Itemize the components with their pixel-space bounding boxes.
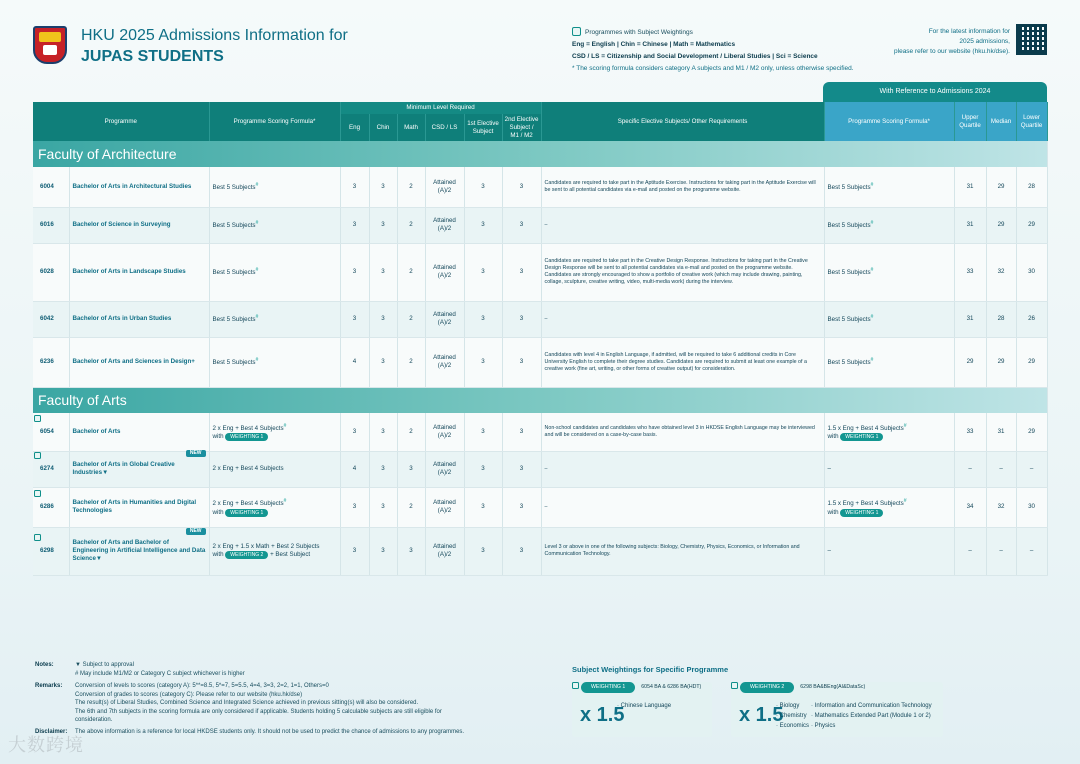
notes-section: [35, 661, 465, 737]
programme-code-cell: [33, 451, 69, 487]
weighting-2-multiplier: x 1.5: [739, 704, 784, 726]
programme-name: Bachelor of Science in Surveying: [72, 221, 171, 228]
weighting-subject: · Mathematics Extended Part (Module 1 or 2): [811, 713, 931, 719]
specific-requirements: Level 3 or above in one of the following subjects: Biology, Chemistry, Physics, Economics, or Information and Communication Technology.: [541, 527, 824, 575]
programme-name-cell: [69, 527, 209, 575]
col-upper-quartile: Upper Quartile: [954, 102, 986, 141]
latest-info-1: For the latest information for: [928, 28, 1010, 35]
formula-mark: #: [255, 182, 259, 189]
subject-weightings-title: Subject Weightings for Specific Programme: [572, 665, 729, 674]
notes-label: Notes:: [35, 662, 54, 668]
specific-requirements: Candidates are required to take part in the Creative Design Response. Instructions for taking part in the Creative Design Response will be sent to all potential candidates via e-mail and posted on the programme website. Candidates are strongly encouraged to show a portfolio of creative work (which may include drawing, painting, collage, sculpture, creative writing, video, multi-media work) during the interview.: [541, 243, 824, 301]
col-math: Math: [397, 114, 425, 141]
weighting-chip: WEIGHTING 1: [840, 433, 883, 441]
programme-code-cell: [33, 207, 69, 243]
programme-name-cell: [69, 487, 209, 527]
programme-code-cell: [33, 527, 69, 575]
median: 32: [986, 243, 1016, 301]
watermark: 大数跨境: [8, 735, 84, 755]
ref-formula: –: [827, 547, 831, 554]
ref-formula: –: [827, 465, 831, 472]
scoring-formula-cell: [209, 413, 340, 451]
weighting-chip: WEIGHTING 2: [225, 551, 268, 559]
col-csd: CSD / LS: [425, 114, 464, 141]
weighting-icon: [34, 490, 41, 497]
ref-formula-mark: #: [903, 498, 907, 505]
weighting-icon: [34, 415, 41, 422]
title-line-1: HKU 2025 Admissions Information for: [81, 27, 348, 44]
title-line-2: JUPAS STUDENTS: [81, 48, 224, 65]
upper-quartile: 31: [954, 167, 986, 207]
col-elective-2: 2nd Elective Subject / M1 / M2: [502, 114, 541, 141]
ref-formula: Best 5 Subjects: [827, 316, 871, 324]
csd-level: Attained (A)/2: [425, 487, 464, 527]
csd-level: Attained (A)/2: [425, 527, 464, 575]
specific-requirements: Candidates are required to take part in the Aptitude Exercise. Instructions for taking part in the Aptitude Exercise will be sent to all potential candidates via e-mail and posted on the programme website.: [541, 167, 824, 207]
weighting-2-progs: 6298 BA&BEng(AI&DataSc): [800, 684, 866, 690]
latest-info-3[interactable]: please refer to our website (hku.hk/dse).: [894, 48, 1010, 55]
scoring-formula-cell: [209, 207, 340, 243]
table-row[interactable]: [33, 301, 1047, 337]
programme-code-cell: [33, 337, 69, 387]
ref-formula-cell: [824, 301, 954, 337]
math-level: 2: [397, 487, 425, 527]
ref-formula: Best 5 Subjects: [827, 269, 871, 277]
col-programme: Programme: [33, 102, 209, 141]
scoring-formula: Best 5 Subjects: [212, 359, 256, 367]
eng-level: 3: [340, 301, 369, 337]
elective-1-level: 3: [464, 167, 502, 207]
programme-code: 6042: [40, 315, 54, 322]
programme-name: Bachelor of Arts in Architectural Studies: [72, 182, 192, 190]
weighting-subject: · Information and Communication Technology: [811, 703, 932, 709]
programme-name-cell: [69, 243, 209, 301]
legend-weight: Programmes with Subject Weightings: [585, 29, 693, 36]
weighting-2-pill: WEIGHTING 2: [740, 682, 794, 693]
elective-1-level: 3: [464, 413, 502, 451]
median: 29: [986, 167, 1016, 207]
programme-name: Bachelor of Arts in Urban Studies: [72, 315, 172, 322]
elective-1-level: 3: [464, 337, 502, 387]
csd-level: Attained (A)/2: [425, 301, 464, 337]
scoring-formula-cell: [209, 487, 340, 527]
scoring-formula: Best 5 Subjects: [212, 316, 256, 324]
elective-2-level: 3: [502, 243, 541, 301]
min-level-header: Minimum Level Required: [340, 102, 541, 114]
formula-mark: #: [255, 357, 259, 364]
ref-formula-cell: [824, 337, 954, 387]
chin-level: 3: [369, 337, 397, 387]
ref-formula-cell: [824, 207, 954, 243]
page-title: [81, 25, 348, 67]
math-level: 3: [397, 527, 425, 575]
programme-code: 6028: [40, 268, 54, 275]
admissions-table: [33, 102, 1048, 576]
programme-code-cell: [33, 167, 69, 207]
weighting-icon: [34, 534, 41, 541]
specific-requirements: –: [541, 207, 824, 243]
disclaimer-label: Disclaimer:: [35, 728, 68, 735]
elective-2-level: 3: [502, 413, 541, 451]
upper-quartile: 34: [954, 487, 986, 527]
weighting-icon: [572, 682, 579, 689]
table-row[interactable]: [33, 243, 1047, 301]
scoring-formula-cell: [209, 301, 340, 337]
programme-code: 6016: [40, 221, 54, 228]
weighting-icon: [34, 452, 41, 459]
table-row[interactable]: [33, 451, 1047, 487]
ref-formula-mark: #: [870, 220, 874, 227]
elective-2-level: 3: [502, 451, 541, 487]
specific-requirements: –: [541, 487, 824, 527]
faculty-name: Faculty of Architecture: [33, 141, 1047, 167]
table-row[interactable]: [33, 487, 1047, 527]
math-level: 2: [397, 301, 425, 337]
latest-info-2: 2025 admissions,: [959, 38, 1010, 45]
programme-code-cell: [33, 413, 69, 451]
elective-2-level: 3: [502, 167, 541, 207]
ref-formula-cell: [824, 167, 954, 207]
col-chin: Chin: [369, 114, 397, 141]
median: –: [986, 527, 1016, 575]
ref-formula: 1.5 x Eng + Best 4 Subjects: [827, 500, 904, 508]
ref-formula-cell: [824, 413, 954, 451]
math-level: 2: [397, 167, 425, 207]
ref-formula-mark: #: [903, 423, 907, 430]
scoring-formula-cell: [209, 527, 340, 575]
scoring-formula: Best 5 Subjects: [212, 184, 256, 192]
median: 29: [986, 207, 1016, 243]
specific-requirements: Candidates with level 4 in English Language, if admitted, will be required to take 6 additional credits in Core University English to complete their degree studies. Candidates are required to submit at least one example of a creative work (fine art, writing, or other forms of creative output) for consideration.: [541, 337, 824, 387]
table-row[interactable]: [33, 527, 1047, 575]
col-eng: Eng: [340, 114, 369, 141]
approval-mark: ▼: [95, 555, 103, 562]
weighting-chip: WEIGHTING 1: [840, 509, 883, 517]
eng-level: 3: [340, 207, 369, 243]
elective-2-level: 3: [502, 337, 541, 387]
scoring-formula-cell: [209, 167, 340, 207]
specific-requirements: Non-school candidates and candidates who have obtained level 3 in HKDSE English Language may be interviewed and will be considered on a case-by-case basis.: [541, 413, 824, 451]
scoring-formula: 2 x Eng + Best 4 Subjects: [212, 500, 284, 508]
upper-quartile: 33: [954, 243, 986, 301]
lower-quartile: 29: [1016, 207, 1047, 243]
weighting-1-box: [572, 682, 712, 737]
ref-formula: Best 5 Subjects: [827, 184, 871, 192]
formula-mark: #: [255, 267, 259, 274]
math-level: 2: [397, 243, 425, 301]
faculty-name: Faculty of Arts: [33, 387, 1047, 413]
ref-formula-mark: #: [870, 314, 874, 321]
ref-formula-cell: [824, 451, 954, 487]
ref-formula-with: with: [827, 433, 839, 441]
math-level: 3: [397, 451, 425, 487]
math-level: 2: [397, 337, 425, 387]
programme-code: 6286: [40, 503, 54, 510]
lower-quartile: 28: [1016, 167, 1047, 207]
specific-requirements: –: [541, 451, 824, 487]
formula-with: with: [212, 551, 224, 558]
programme-code: 6298: [40, 547, 54, 554]
lower-quartile: 29: [1016, 337, 1047, 387]
table-row[interactable]: [33, 337, 1047, 387]
upper-quartile: 29: [954, 337, 986, 387]
ref-formula-mark: #: [870, 267, 874, 274]
scoring-formula-cell: [209, 337, 340, 387]
scoring-formula: 2 x Eng + 1.5 x Math + Best 2 Subjects: [212, 543, 320, 550]
chin-level: 3: [369, 301, 397, 337]
csd-level: Attained (A)/2: [425, 413, 464, 451]
programme-code: 6054: [40, 427, 54, 435]
remarks-label: Remarks:: [35, 683, 63, 689]
ref-formula: 1.5 x Eng + Best 4 Subjects: [827, 425, 904, 433]
remark-3: The result(s) of Liberal Studies, Combined Science and Integrated Science achieved in previous sitting(s) will also be considered.: [75, 700, 419, 707]
programme-name-cell: [69, 301, 209, 337]
note-2: # May include M1/M2 or Category C subject whichever is higher: [75, 670, 245, 677]
ref-formula-cell: [824, 243, 954, 301]
programme-code-cell: [33, 487, 69, 527]
table-row[interactable]: [33, 207, 1047, 243]
col-elective-1: 1st Elective Subject: [464, 114, 502, 141]
elective-2-level: 3: [502, 487, 541, 527]
weighting-1-pill: WEIGHTING 1: [581, 682, 635, 693]
legend-note: * The scoring formula considers category A subjects and M1 / M2 only, unless otherwise specified.: [572, 65, 854, 72]
formula-with: with: [212, 508, 224, 516]
chin-level: 3: [369, 413, 397, 451]
eng-level: 3: [340, 413, 369, 451]
programme-name-cell: [69, 167, 209, 207]
weighting-icon: [731, 682, 738, 689]
elective-1-level: 3: [464, 527, 502, 575]
scoring-formula-cell: [209, 243, 340, 301]
qr-code-icon[interactable]: [1016, 24, 1047, 55]
weighting-2-box: [731, 682, 943, 737]
eng-level: 3: [340, 527, 369, 575]
upper-quartile: –: [954, 451, 986, 487]
lower-quartile: –: [1016, 451, 1047, 487]
programme-code: 6274: [40, 465, 54, 472]
programme-name-cell: [69, 413, 209, 451]
csd-level: Attained (A)/2: [425, 167, 464, 207]
lower-quartile: 30: [1016, 487, 1047, 527]
elective-2-level: 3: [502, 527, 541, 575]
scoring-formula: 2 x Eng + Best 4 Subjects: [212, 465, 284, 472]
formula-with: with: [212, 433, 224, 441]
eng-level: 4: [340, 451, 369, 487]
elective-1-level: 3: [464, 243, 502, 301]
new-badge: NEW: [186, 450, 206, 457]
weighting-chip: WEIGHTING 1: [225, 509, 268, 517]
disclaimer: The above information is a reference for local HKDSE students only. It should not be used to predict the chance of admissions to any programmes.: [75, 728, 465, 735]
weighting-1-progs: 6054 BA & 6286 BA(HDT): [641, 684, 702, 690]
scoring-formula-cell: [209, 451, 340, 487]
col-specific: Specific Elective Subjects/ Other Requirements: [541, 102, 824, 141]
scoring-formula: Best 5 Subjects: [212, 222, 256, 230]
ref-formula: Best 5 Subjects: [827, 222, 871, 230]
chin-level: 3: [369, 451, 397, 487]
remark-4: The 6th and 7th subjects in the scoring formula are only considered if applicable. Students holding 5 calculable subjects are still eligible for consideration.: [75, 708, 442, 724]
ref-formula-cell: [824, 487, 954, 527]
weighting-subject: · Chinese Language: [617, 703, 672, 709]
csd-level: Attained (A)/2: [425, 451, 464, 487]
programme-name: Bachelor of Arts in Landscape Studies: [72, 268, 186, 275]
weighting-1-subjects: [617, 701, 671, 711]
formula-mark: #: [255, 220, 259, 227]
programme-name: Bachelor of Arts and Sciences in Design+: [72, 358, 195, 365]
weighting-icon: [572, 27, 581, 36]
programme-code-cell: [33, 301, 69, 337]
programme-name-cell: [69, 207, 209, 243]
csd-level: Attained (A)/2: [425, 207, 464, 243]
programme-name: Bachelor of Arts: [72, 427, 121, 435]
upper-quartile: 33: [954, 413, 986, 451]
ref-formula-mark: #: [870, 182, 874, 189]
chin-level: 3: [369, 487, 397, 527]
remark-1: Conversion of levels to scores (category A): 5**=8.5, 5*=7, 5=5.5, 4=4, 3=3, 2=2, 1=1, Others=0: [75, 683, 329, 689]
scoring-formula: Best 5 Subjects: [212, 269, 256, 277]
col-lower-quartile: Lower Quartile: [1016, 102, 1047, 141]
upper-quartile: 31: [954, 207, 986, 243]
ref-formula-cell: [824, 527, 954, 575]
weighting-chip: WEIGHTING 1: [225, 433, 268, 441]
chin-level: 3: [369, 167, 397, 207]
chin-level: 3: [369, 207, 397, 243]
eng-level: 3: [340, 243, 369, 301]
formula-mark: #: [283, 423, 287, 430]
median: 32: [986, 487, 1016, 527]
new-badge: NEW: [186, 528, 206, 535]
weighting-2-subjects-a: [776, 701, 809, 731]
hku-crest-logo: [33, 26, 67, 64]
upper-quartile: –: [954, 527, 986, 575]
legend-abbr-2: CSD / LS = Citizenship and Social Development / Liberal Studies | Sci = Science: [572, 53, 818, 60]
specific-requirements: –: [541, 301, 824, 337]
elective-2-level: 3: [502, 207, 541, 243]
chin-level: 3: [369, 527, 397, 575]
ref-formula: Best 5 Subjects: [827, 359, 871, 367]
lower-quartile: 29: [1016, 413, 1047, 451]
elective-1-level: 3: [464, 451, 502, 487]
formula-extra: + Best Subject: [270, 551, 311, 558]
approval-mark: ▼: [102, 469, 109, 476]
math-level: 2: [397, 413, 425, 451]
csd-level: Attained (A)/2: [425, 337, 464, 387]
elective-1-level: 3: [464, 207, 502, 243]
math-level: 2: [397, 207, 425, 243]
legend-abbr-1: Eng = English | Chin = Chinese | Math = Mathematics: [572, 41, 736, 48]
ref-formula-with: with: [827, 508, 839, 516]
note-1: ▼ Subject to approval: [75, 662, 134, 668]
eng-level: 3: [340, 167, 369, 207]
weighting-subject: · Chemistry: [776, 713, 807, 719]
faculty-header-row: [33, 141, 1047, 167]
table-row[interactable]: [33, 413, 1047, 451]
weighting-1-multiplier: x 1.5: [580, 704, 625, 726]
programme-code: 6004: [40, 182, 54, 190]
programme-name: Bachelor of Arts and Bachelor of Engineering in Artificial Intelligence and Data Science: [72, 539, 206, 562]
lower-quartile: –: [1016, 527, 1047, 575]
table-row[interactable]: [33, 167, 1047, 207]
col-ref-formula: Programme Scoring Formula*: [824, 102, 954, 141]
chin-level: 3: [369, 243, 397, 301]
median: 28: [986, 301, 1016, 337]
formula-mark: #: [283, 498, 287, 505]
elective-1-level: 3: [464, 487, 502, 527]
formula-mark: #: [255, 314, 259, 321]
weighting-subject: · Biology: [776, 703, 800, 709]
lower-quartile: 26: [1016, 301, 1047, 337]
median: 29: [986, 337, 1016, 387]
weighting-2-subjects-b: [811, 701, 932, 731]
ref-banner: With Reference to Admissions 2024: [823, 82, 1047, 102]
eng-level: 4: [340, 337, 369, 387]
weighting-subject: · Economics: [776, 723, 810, 729]
col-formula: Programme Scoring Formula*: [209, 102, 340, 141]
programme-code-cell: [33, 243, 69, 301]
ref-formula-mark: #: [870, 357, 874, 364]
scoring-formula: 2 x Eng + Best 4 Subjects: [212, 425, 284, 433]
programme-name: Bachelor of Arts in Global Creative Industries: [72, 461, 175, 476]
eng-level: 3: [340, 487, 369, 527]
lower-quartile: 30: [1016, 243, 1047, 301]
programme-name-cell: [69, 337, 209, 387]
median: 31: [986, 413, 1016, 451]
weighting-subject: · Physics: [811, 723, 836, 729]
median: –: [986, 451, 1016, 487]
upper-quartile: 31: [954, 301, 986, 337]
elective-2-level: 3: [502, 301, 541, 337]
csd-level: Attained (A)/2: [425, 243, 464, 301]
programme-code: 6236: [40, 358, 54, 365]
programme-name: Bachelor of Arts in Humanities and Digital Technologies: [72, 499, 197, 514]
faculty-header-row: [33, 387, 1047, 413]
elective-1-level: 3: [464, 301, 502, 337]
programme-name-cell: [69, 451, 209, 487]
remark-2: Conversion of grades to scores (category C): Please refer to our website (hku.hk/dse): [75, 691, 303, 698]
latest-info: [894, 27, 1010, 57]
col-median: Median: [986, 102, 1016, 141]
legend: [572, 27, 854, 75]
